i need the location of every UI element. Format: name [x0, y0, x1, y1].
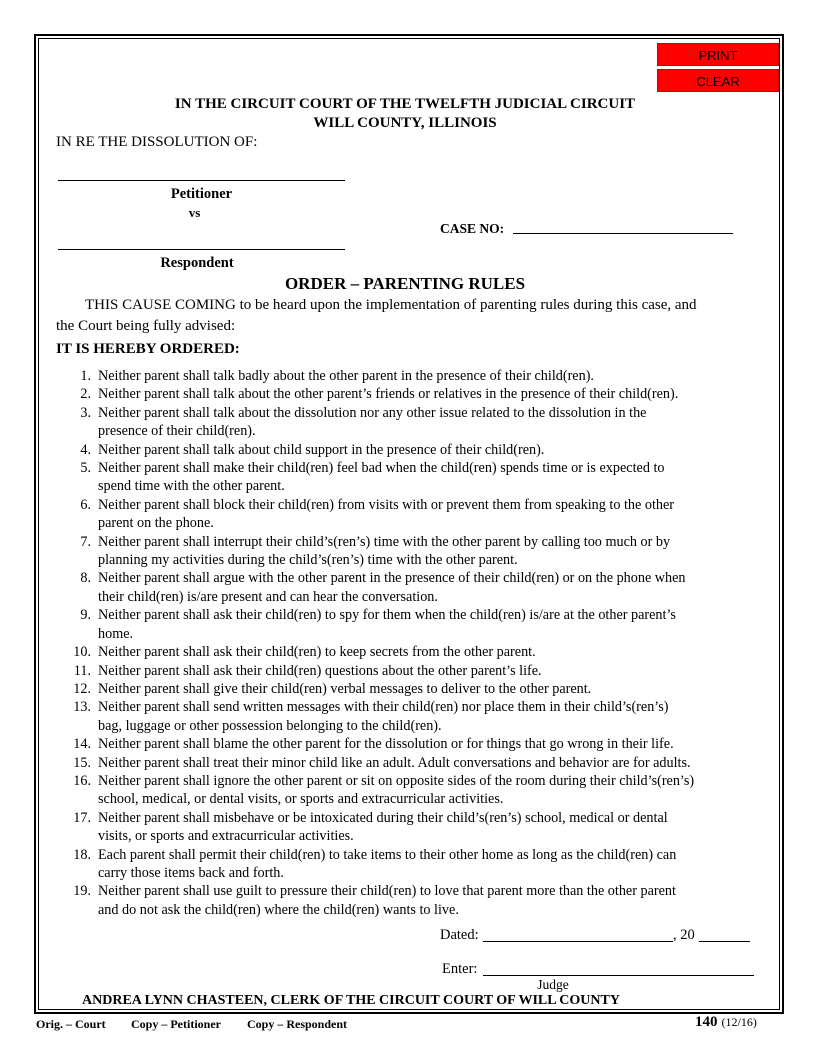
rule-text-line: Neither parent shall use guilt to pressure their child(ren) to love that parent more than the other parent — [98, 883, 676, 900]
rule-text-line: Neither parent shall treat their minor child like an adult. Adult conversations and behavior are for adults. — [98, 754, 691, 771]
rule-item — [56, 385, 786, 403]
footer-orig: Orig. – Court — [36, 1017, 106, 1031]
rule-item — [56, 735, 786, 753]
rule-text-line: their child(ren) is/are present and can hear the conversation. — [98, 588, 438, 605]
clerk-name: ANDREA LYNN CHASTEEN, CLERK OF THE CIRCUIT COURT OF WILL COUNTY — [82, 993, 620, 1008]
rule-item — [56, 569, 786, 606]
rule-item — [56, 533, 786, 570]
rule-number: 3. — [80, 404, 91, 421]
rule-item — [56, 846, 786, 883]
rule-text-line: carry those items back and forth. — [98, 864, 284, 881]
rule-text-line: Each parent shall permit their child(ren) to take items to their other home as long as the child(ren) can — [98, 846, 677, 863]
rule-number: 7. — [80, 533, 91, 550]
rule-number: 10. — [73, 644, 91, 661]
rule-item — [56, 772, 786, 809]
rule-text-line: Neither parent shall talk about child support in the presence of their child(ren). — [98, 441, 545, 458]
rule-number: 19. — [73, 883, 91, 900]
form-number — [695, 1013, 757, 1031]
rule-text-line: Neither parent shall make their child(ren) feel bad when the child(ren) spends time or is expected to — [98, 460, 665, 477]
rule-number: 6. — [80, 496, 91, 513]
dated-field[interactable] — [483, 941, 673, 942]
rule-number: 12. — [73, 680, 91, 697]
footer-copy-petitioner: Copy – Petitioner — [131, 1017, 221, 1031]
year-prefix: , 20 — [673, 927, 695, 943]
rule-number: 13. — [73, 699, 91, 716]
rule-number: 16. — [73, 772, 91, 789]
page-title: ORDER – PARENTING RULES — [284, 274, 526, 293]
clear-button[interactable]: CLEAR — [657, 69, 779, 92]
rule-text-line: spend time with the other parent. — [98, 478, 285, 495]
rule-text-line: Neither parent shall send written messages with their child(ren) nor place them in their child’s(ren’s) — [98, 699, 669, 716]
rule-number: 5. — [80, 460, 91, 477]
petitioner-label: Petitioner — [170, 186, 233, 202]
rule-text-line: Neither parent shall talk about the dissolution nor any other issue related to the dissolution in the — [98, 404, 647, 421]
county-heading: WILL COUNTY, ILLINOIS — [313, 115, 497, 131]
rule-text-line: Neither parent shall ask their child(ren) to spy for them when the child(ren) is/are at the other parent’s — [98, 607, 676, 624]
rule-item — [56, 754, 786, 772]
rule-text-line: and do not ask the child(ren) where the child(ren) wants to live. — [98, 901, 459, 918]
court-heading: IN THE CIRCUIT COURT OF THE TWELFTH JUDICIAL CIRCUIT — [174, 96, 636, 112]
respondent-label: Respondent — [160, 255, 234, 271]
rule-number: 8. — [80, 570, 91, 587]
rule-text-line: Neither parent shall ask their child(ren) to keep secrets from the other parent. — [98, 644, 536, 661]
rule-item — [56, 496, 786, 533]
rule-text-line: Neither parent shall blame the other parent for the dissolution or for things that go wrong in their life. — [98, 736, 674, 753]
rule-text-line: Neither parent shall interrupt their child’s(ren’s) time with the other parent by calling too much or by — [98, 533, 671, 550]
rule-number: 4. — [80, 441, 91, 458]
intro-text-line1: THIS CAUSE COMING to be heard upon the implementation of parenting rules during this case, and — [85, 297, 697, 313]
rule-text-line: Neither parent shall argue with the other parent in the presence of their child(ren) or on the phone when — [98, 570, 686, 587]
form-revision-date: (12/16) — [721, 1015, 757, 1029]
rule-number: 17. — [73, 809, 91, 826]
intro-text-line2: the Court being fully advised: — [56, 318, 236, 334]
rule-text-line: visits, or sports and extracurricular activities. — [98, 828, 354, 845]
rule-text-line: Neither parent shall give their child(ren) verbal messages to deliver to the other parent. — [98, 680, 592, 697]
rule-item — [56, 680, 786, 698]
rule-text-line: school, medical, or dental visits, or sports and extracurricular activities. — [98, 791, 504, 808]
rules-list — [56, 367, 786, 919]
rule-text-line: Neither parent shall ignore the other parent or sit on opposite sides of the room during their child’s(ren’s) — [98, 772, 695, 789]
case-no-label: CASE NO: — [440, 221, 505, 236]
footer-copy-respondent: Copy – Respondent — [247, 1017, 348, 1031]
rule-text-line: Neither parent shall block their child(ren) from visits with or prevent them from speaking to the other — [98, 496, 675, 513]
judge-label: Judge — [537, 977, 569, 992]
form-number-value: 140 — [695, 1014, 718, 1030]
rule-number: 11. — [73, 662, 91, 679]
rule-number: 2. — [80, 386, 91, 403]
petitioner-name-field[interactable] — [58, 180, 345, 181]
rule-text-line: Neither parent shall misbehave or be intoxicated during their child’s(ren’s) school, medical or dental — [98, 809, 668, 826]
rule-item — [56, 606, 786, 643]
rule-item — [56, 809, 786, 846]
rule-text-line: home. — [98, 625, 134, 642]
rule-text-line: Neither parent shall talk about the other parent’s friends or relatives in the presence of their child(ren). — [98, 386, 679, 403]
case-no-field[interactable] — [513, 233, 733, 234]
rule-item — [56, 459, 786, 496]
rule-item — [56, 698, 786, 735]
dated-label: Dated: — [440, 927, 479, 943]
rule-item — [56, 882, 786, 919]
year-field[interactable] — [699, 941, 750, 942]
vs-label: vs — [188, 205, 201, 220]
rule-item — [56, 367, 786, 385]
rule-number: 1. — [80, 368, 91, 384]
rule-item — [56, 643, 786, 661]
rule-text-line: planning my activities during the child’s(ren’s) time with the other parent. — [98, 552, 518, 569]
rule-number: 18. — [73, 846, 91, 863]
rule-text-line: parent on the phone. — [98, 515, 214, 532]
in-re-label: IN RE THE DISSOLUTION OF: — [56, 134, 258, 150]
rule-text-line: Neither parent shall ask their child(ren) questions about the other parent’s life. — [98, 662, 542, 679]
print-button[interactable]: PRINT — [657, 43, 779, 66]
enter-label: Enter: — [442, 961, 478, 977]
rule-item — [56, 662, 786, 680]
rule-text-line: bag, luggage or other possession belonging to the child(ren). — [98, 717, 442, 734]
judge-signature-field[interactable] — [483, 975, 754, 976]
rule-text-line: Neither parent shall talk badly about the other parent in the presence of their child(ren). — [98, 368, 594, 384]
rule-item — [56, 404, 786, 441]
ordered-heading: IT IS HEREBY ORDERED: — [56, 341, 240, 357]
rule-item — [56, 441, 786, 459]
respondent-name-field[interactable] — [58, 249, 345, 250]
rule-number: 14. — [73, 736, 91, 753]
rule-number: 15. — [73, 754, 91, 771]
rule-number: 9. — [80, 607, 91, 624]
rule-text-line: presence of their child(ren). — [98, 423, 256, 440]
